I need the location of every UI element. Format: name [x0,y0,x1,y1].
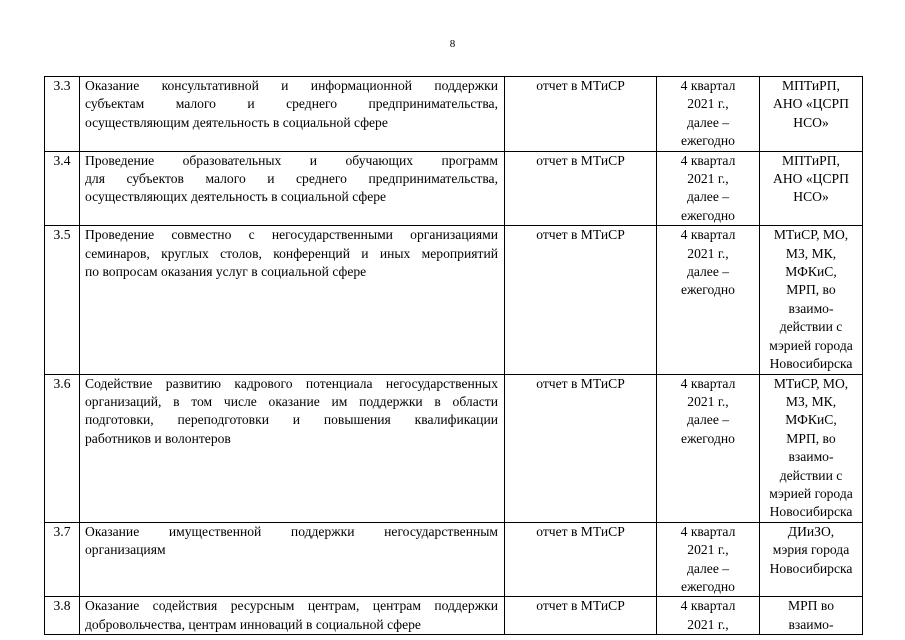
executor-line: Новосибирска [769,504,853,520]
deadline-line: 4 квартал [680,152,736,168]
executor-line: НСО» [793,189,829,205]
executor-line: Новосибирска [769,356,853,372]
executor-line: МРП во [788,598,834,614]
executor-line: мэрией города [769,485,853,501]
description-line: Оказание имущественной поддержки негосударственным [85,523,498,539]
description-line: организациям [85,542,166,558]
table-row [45,151,863,226]
deadline [657,77,760,152]
deadline [657,597,760,635]
executor-line: ДИиЗО, [787,523,835,539]
activity-description [80,226,505,374]
executor-line: МЗ, МК, [785,245,837,261]
executor-line: действии с [779,467,843,483]
report-form: отчет в МТиСР [505,77,657,152]
executor-line: МПТиРП, [782,78,840,93]
deadline-line: ежегодно [681,282,735,298]
deadline-line: 4 квартал [680,598,736,614]
deadline [657,151,760,226]
deadline-line: ежегодно [681,133,735,149]
item-number: 3.7 [45,522,80,597]
executor-line: МТиСР, МО, [773,227,849,243]
description-line: Содействие развитию кадрового потенциала негосударственных [85,375,498,391]
description-line: осуществляющих деятельность в социальной сфере [85,189,387,205]
executor-line: АНО «ЦСРП [773,96,849,112]
executor-line: МРП, во [786,282,836,298]
item-number: 3.3 [45,77,80,152]
description-line: Проведение образовательных и обучающих программ [85,152,498,168]
item-number: 3.8 [45,597,80,635]
executor-line: МПТиРП, [782,152,840,168]
activity-description [80,522,505,597]
responsible-executors [760,226,863,374]
responsible-executors [760,151,863,226]
item-number: 3.4 [45,151,80,226]
deadline-line: 4 квартал [680,375,736,391]
executor-line: мэрия города [772,542,850,558]
report-form: отчет в МТиСР [505,151,657,226]
deadline [657,374,760,522]
executor-line: мэрией города [769,337,853,353]
description-line: организаций, в том числе оказание им поддержки в области [85,393,498,409]
table-row [45,226,863,374]
deadline-line: далее – [686,189,730,205]
activity-description [80,77,505,152]
item-number: 3.5 [45,226,80,374]
activity-description [80,151,505,226]
activity-description [80,374,505,522]
deadline-line: 2021 г., [687,393,729,409]
executor-line: МФКиС, [785,412,837,428]
executor-line: МЗ, МК, [785,393,837,409]
executor-line: АНО «ЦСРП [773,171,849,187]
description-line: субъектам малого и среднего предпринимательства, [85,96,498,112]
deadline-line: далее – [686,114,730,130]
description-line: для субъектов малого и среднего предпринимательства, [85,171,498,187]
deadline-line: 2021 г., [687,171,729,187]
report-form: отчет в МТиСР [505,374,657,522]
responsible-executors [760,597,863,635]
description-line: по вопросам оказания услуг в социальной сфере [85,264,367,280]
plan-table [44,76,863,635]
deadline-line: 2021 г., [687,542,729,558]
deadline-line: далее – [686,560,730,576]
deadline-line: ежегодно [681,430,735,446]
deadline-line: далее – [686,264,730,280]
report-form: отчет в МТиСР [505,522,657,597]
deadline-line: 2021 г., [687,245,729,261]
description-line: Оказание консультативной и информационной поддержки [85,78,498,93]
description-line: добровольчества, центрам инноваций в социальной сфере [85,616,421,632]
deadline-line: далее – [686,412,730,428]
report-form: отчет в МТиСР [505,226,657,374]
responsible-executors [760,374,863,522]
executor-line: НСО» [793,114,829,130]
description-line: Оказание содействия ресурсным центрам, центрам поддержки [85,598,498,614]
description-line: Проведение совместно с негосударственными организациями [85,227,498,243]
responsible-executors [760,522,863,597]
deadline [657,226,760,374]
description-line: семинаров, круглых столов, конференций и иных мероприятий [85,245,498,261]
executor-line: взаимо- [788,616,834,632]
table-row [45,522,863,597]
report-form: отчет в МТиСР [505,597,657,635]
responsible-executors [760,77,863,152]
description-line: подготовки, переподготовки и повышения квалификации [85,412,498,428]
deadline [657,522,760,597]
description-line: работников и волонтеров [85,430,231,446]
plan-table-body [45,77,863,635]
executor-line: действии с [779,319,843,335]
deadline-line: 2021 г., [687,616,729,632]
executor-line: МТиСР, МО, [773,375,849,391]
deadline-line: 4 квартал [680,523,736,539]
table-row [45,77,863,152]
item-number: 3.6 [45,374,80,522]
activity-description [80,597,505,635]
deadline-line: ежегодно [681,207,735,223]
table-row [45,374,863,522]
executor-line: Новосибирска [769,560,853,576]
deadline-line: 2021 г., [687,96,729,112]
description-line: осуществляющим деятельность в социальной сфере [85,114,388,130]
deadline-line: 4 квартал [680,78,736,93]
deadline-line: 4 квартал [680,227,736,243]
executor-line: МФКиС, [785,264,837,280]
executor-line: МРП, во [786,430,836,446]
table-row [45,597,863,635]
executor-line: взаимо- [788,449,834,465]
executor-line: взаимо- [788,300,834,316]
deadline-line: ежегодно [681,578,735,594]
page-number: 8 [449,38,456,50]
